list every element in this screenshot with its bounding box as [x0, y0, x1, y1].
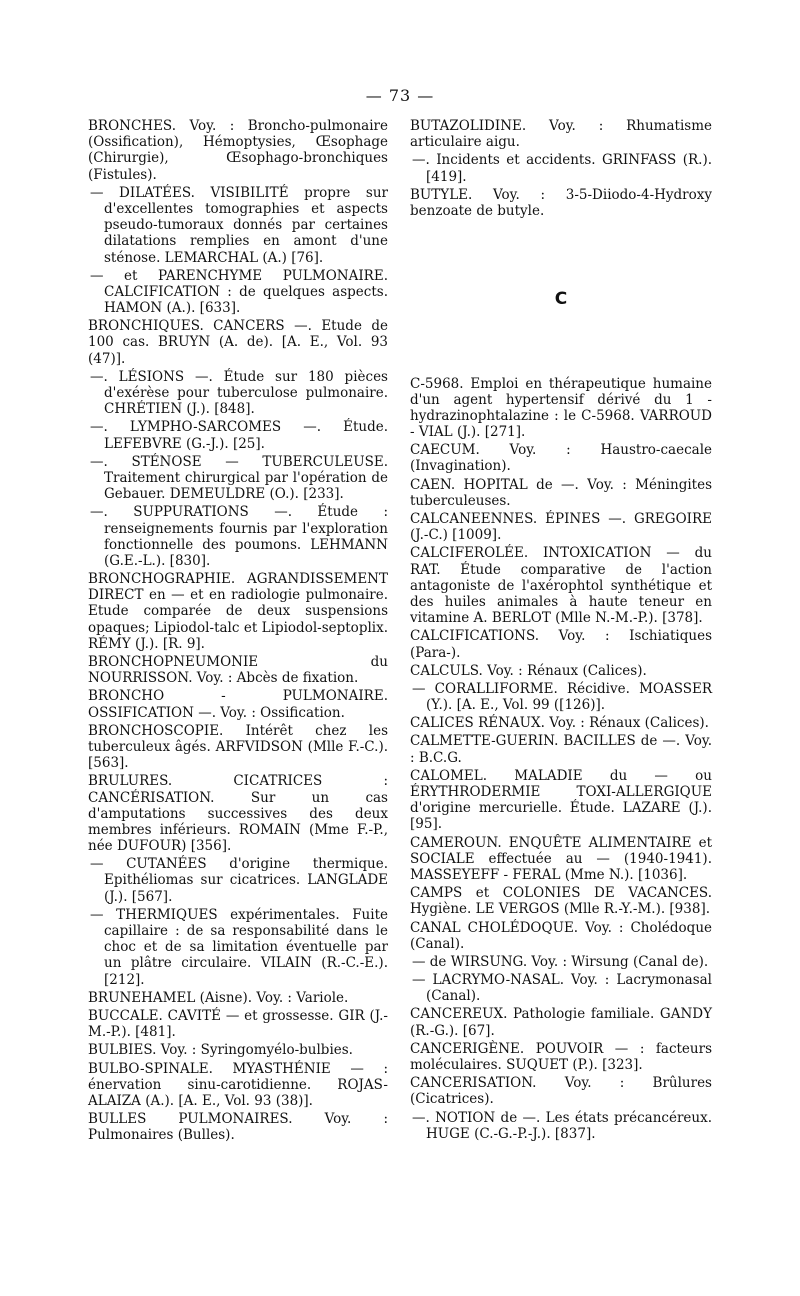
index-entry: BRULURES. CICATRICES : CANCÉRISATION. Sur un cas d'amputations successives des deux membres inférieurs. ROMAIN (Mme F.-P., née DUFOUR) [356]. — [88, 773, 388, 855]
index-entry: CAMEROUN. ENQUÊTE ALIMENTAIRE et SOCIALE effectuée au — (1940-1941). MASSEYEFF - FERAL (Mme N.). [1036]. — [410, 834, 712, 883]
index-entry: CAMPS et COLONIES DE VACANCES. Hygiène. LE VERGOS (Mlle R.-Y.-M.). [938]. — [410, 885, 712, 918]
right-column-entries-b — [410, 118, 712, 219]
index-entry: CANCERISATION. Voy. : Brûlures (Cicatrices). — [410, 1075, 712, 1108]
index-entry: —. NOTION de —. Les états précancéreux. HUGE (C.-G.-P.-J.). [837]. — [412, 1109, 712, 1142]
index-entry: — DILATÉES. VISIBILITÉ propre sur d'excellentes tomographies et aspects pseudo-tumoraux donnés par certaines dilatations remplies en amont d'une sténose. LEMARCHAL (A.) [76]. — [90, 184, 388, 266]
index-entry: BRUNEHAMEL (Aisne). Voy. : Variole. — [88, 989, 349, 1006]
index-entry: CAECUM. Voy. : Haustro-caecale (Invagination). — [410, 442, 712, 475]
index-entry: CANAL CHOLÉDOQUE. Voy. : Cholédoque (Canal). — [410, 919, 712, 952]
index-entry: BRONCHOPNEUMONIE du NOURRISSON. Voy. : Abcès de fixation. — [88, 654, 388, 687]
index-entry: — THERMIQUES expérimentales. Fuite capillaire : de sa responsabilité dans le choc et de sa limitation éventuelle par un plâtre circulaire. VILAIN (R.-C.-E.). [212]. — [90, 906, 388, 988]
index-entry: C-5968. Emploi en thérapeutique humaine d'un agent hypertensif dérivé du 1 -hydrazinophtalazine : le C-5968. VARROUD - VIAL (J.). [271]. — [410, 375, 712, 441]
index-entry: BRONCHOSCOPIE. Intérêt chez les tuberculeux âgés. ARFVIDSON (Mlle F.-C.). [563]. — [88, 722, 388, 772]
left-column — [88, 118, 388, 1145]
index-entry: BUTYLE. Voy. : 3-5-Diiodo-4-Hydroxy benzoate de butyle. — [410, 186, 712, 219]
index-entry: — et PARENCHYME PULMONAIRE. CALCIFICATION : de quelques aspects. HAMON (A.). [633]. — [90, 267, 388, 317]
index-entry: —. STÉNOSE — TUBERCULEUSE. Traitement chirurgical par l'opération de Gebauer. DEMEULDRE (O.). [233]. — [90, 453, 388, 503]
index-entry: — LACRYMO-NASAL. Voy. : Lacrymonasal (Canal). — [412, 972, 712, 1005]
page-number: — 73 — — [365, 86, 435, 105]
index-entry: — de WIRSUNG. Voy. : Wirsung (Canal de). — [412, 953, 709, 970]
section-letter: C — [554, 289, 568, 310]
index-entry: CALICES RÉNAUX. Voy. : Rénaux (Calices). — [410, 715, 709, 732]
index-entry: —. LÉSIONS —. Étude sur 180 pièces d'exérèse pour tuberculose pulmonaire. CHRÉTIEN (J.). [848]. — [90, 368, 388, 418]
index-entry: — CUTANÉES d'origine thermique. Epithéliomas sur cicatrices. LANGLADE (J.). [567]. — [90, 856, 388, 905]
index-entry: CAEN. HOPITAL de —. Voy. : Méningites tuberculeuses. — [410, 476, 712, 509]
index-entry: —. SUPPURATIONS —. Étude : renseignements fournis par l'exploration fonctionnelle des poumons. LEHMANN (G.E.-L.). [830]. — [90, 504, 388, 569]
index-entry: BRONCHES. Voy. : Broncho-pulmonaire (Ossification), Hémoptysies, Œsophage (Chirurgie), Œsophago-bronchiques (Fistules). — [88, 118, 388, 183]
index-entry: CANCEREUX. Pathologie familiale. GANDY (R.-G.). [67]. — [410, 1006, 712, 1039]
right-column — [410, 118, 712, 1144]
index-entry: BRONCHO - PULMONAIRE. OSSIFICATION —. Voy. : Ossification. — [88, 688, 388, 721]
index-entry: CALCIFEROLÉE. INTOXICATION — du RAT. Étude comparative de l'action antagoniste de l'axérophtol synthétique et des huiles animales à haute teneur en vitamine A. BERLOT (Mlle N.-M.-P.). [378]. — [410, 545, 712, 627]
index-entry: BRONCHOGRAPHIE. AGRANDISSEMENT DIRECT en — et en radiologie pulmonaire. Etude comparée de deux suspensions opaques; Lipiodol-talc et Lipiodol-septoplix. RÉMY (J.). [R. 9]. — [88, 571, 388, 652]
index-entry: —. Incidents et accidents. GRINFASS (R.). [419]. — [412, 152, 712, 185]
index-entry: CALOMEL. MALADIE du — ou ÉRYTHRODERMIE TOXI-ALLERGIQUE d'origine mercurielle. Étude. LAZARE (J.). [95]. — [410, 767, 712, 833]
index-entry: CANCERIGÈNE. POUVOIR — : facteurs moléculaires. SUQUET (P.). [323]. — [410, 1040, 712, 1074]
index-entry: BUCCALE. CAVITÉ — et grossesse. GIR (J.-M.-P.). [481]. — [88, 1007, 388, 1041]
index-entry: BULBO-SPINALE. MYASTHÉNIE — : énervation sinu-carotidienne. ROJAS-ALAIZA (A.). [A. E., Vol. 93 (38)]. — [88, 1060, 388, 1109]
index-entry: — CORALLIFORME. Récidive. MOASSER (Y.). [A. E., Vol. 99 ([126)]. — [412, 680, 712, 714]
index-entry: CALCIFICATIONS. Voy. : Ischiatiques (Para-). — [410, 628, 712, 661]
index-entry: CALCULS. Voy. : Rénaux (Calices). — [410, 662, 647, 679]
index-entry: BRONCHIQUES. CANCERS —. Etude de 100 cas. BRUYN (A. de). [A. E., Vol. 93 (47)]. — [88, 318, 388, 367]
right-column-entries-c — [410, 376, 712, 1142]
index-entry: BULBIES. Voy. : Syringomyélo-bulbies. — [88, 1042, 353, 1059]
index-entry: BULLES PULMONAIRES. Voy. : Pulmonaires (Bulles). — [88, 1111, 388, 1144]
index-entry: CALCANEENNES. ÉPINES —. GREGOIRE (J.-C.) [1009]. — [410, 511, 712, 544]
index-entry: BUTAZOLIDINE. Voy. : Rhumatisme articulaire aigu. — [410, 118, 712, 151]
index-entry: CALMETTE-GUERIN. BACILLES de —. Voy. : B.C.G. — [410, 733, 712, 766]
index-entry: —. LYMPHO-SARCOMES —. Étude. LEFEBVRE (G.-J.). [25]. — [90, 419, 388, 452]
